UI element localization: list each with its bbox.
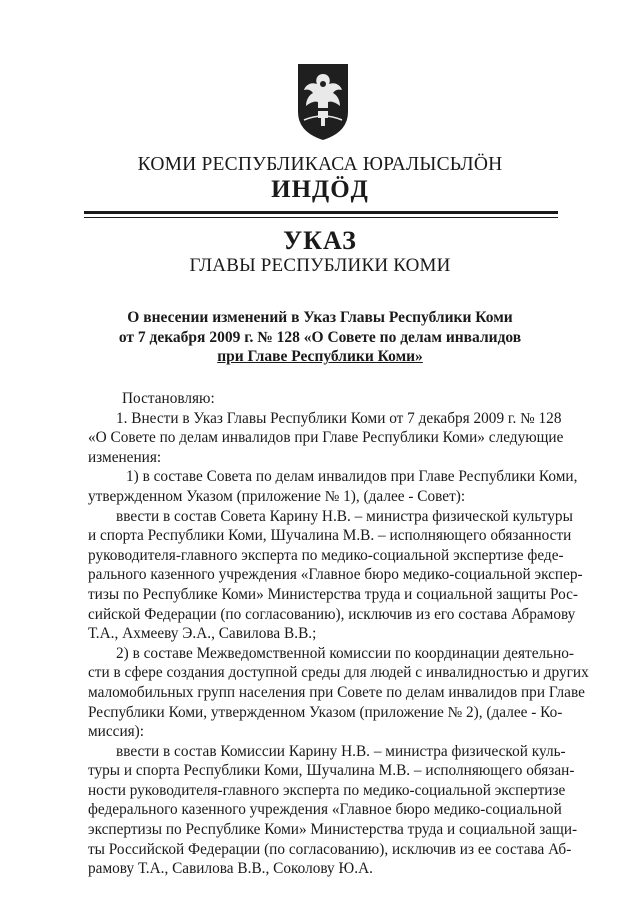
title-line-underlined: при Главе Республики Коми» <box>217 348 423 365</box>
document-type-heading: УКАЗ <box>283 226 357 255</box>
body-line: Т.А., Ахмееву Э.А., Савилова В.В.; <box>88 625 317 643</box>
body-line: Постановляю: <box>122 390 215 407</box>
document-body <box>88 389 589 879</box>
body-line: туры и спорта Республики Коми, Шучалина М.В. – исполняющего обязан- <box>88 762 575 780</box>
body-line: федерального казенного учреждения «Главное бюро медико-социальной <box>88 801 562 819</box>
title-line: от 7 декабря 2009 г. № 128 «О Совете по делам инвалидов <box>118 328 522 346</box>
body-line: сти в сфере создания доступной среды для людей с инвалидностью и других <box>88 664 589 682</box>
body-line: сийской Федерации (по согласованию), исключив из его состава Абрамову <box>88 605 576 623</box>
body-line: экспертизы по Республике Коми» Министерства труда и социальной защи- <box>88 821 578 839</box>
body-line: 2) в составе Межведомственной комиссии по координации деятельно- <box>116 644 575 662</box>
body-line: рального казенного учреждения «Главное бюро медико-социальной экспер- <box>88 566 583 584</box>
body-line: Республики Коми, утвержденном Указом (приложение № 2), (далее - Ко- <box>88 703 563 721</box>
title-line: О внесении изменений в Указ Главы Республики Коми <box>127 309 513 326</box>
header-divider-thick <box>84 211 558 214</box>
body-line: 1) в составе Совета по делам инвалидов при Главе Республики Коми, <box>126 468 578 486</box>
body-line: «О Совете по делам инвалидов при Главе Республики Коми» следующие <box>88 429 564 447</box>
document-issuer: ГЛАВЫ РЕСПУБЛИКИ КОМИ <box>189 255 451 276</box>
header-decree-komi: ИНДӦД <box>271 176 369 203</box>
body-line: маломобильных групп населения при Совете по делам инвалидов при Главе <box>88 683 585 701</box>
header-divider-thin <box>84 217 558 218</box>
body-line: ввести в состав Совета Карину Н.В. – министра физической культуры <box>116 507 573 525</box>
body-line: изменения: <box>88 448 162 466</box>
body-line: ности руководителя-главного эксперта по медико-социальной экспертизе <box>88 781 566 799</box>
body-line: ты Российской Федерации (по согласованию), исключив из ее состава Аб- <box>88 840 572 858</box>
body-line: ввести в состав Комиссии Карину Н.В. – министра физической куль- <box>116 742 566 760</box>
coat-of-arms-icon <box>296 62 350 142</box>
body-line: утвержденном Указом (приложение № 1), (далее - Совет): <box>88 487 466 505</box>
header-komi-name: КОМИ РЕСПУБЛИКАСА ЮРАЛЫСЬЛӦН <box>137 154 503 175</box>
body-line: 1. Внести в Указ Главы Республики Коми от 7 декабря 2009 г. № 128 <box>116 409 562 427</box>
body-line: и спорта Республики Коми, Шучалина М.В. – исполняющего обязанности <box>88 527 572 545</box>
body-line: тизы по Республике Коми» Министерства труда и социальной защиты Рос- <box>88 585 579 603</box>
body-line: миссия): <box>88 723 145 741</box>
body-line: рамову Т.А., Савилова В.В., Соколову Ю.А. <box>88 860 373 878</box>
body-line: руководителя-главного эксперта по медико-социальной экспертизе феде- <box>88 546 564 564</box>
document-title <box>90 308 550 367</box>
